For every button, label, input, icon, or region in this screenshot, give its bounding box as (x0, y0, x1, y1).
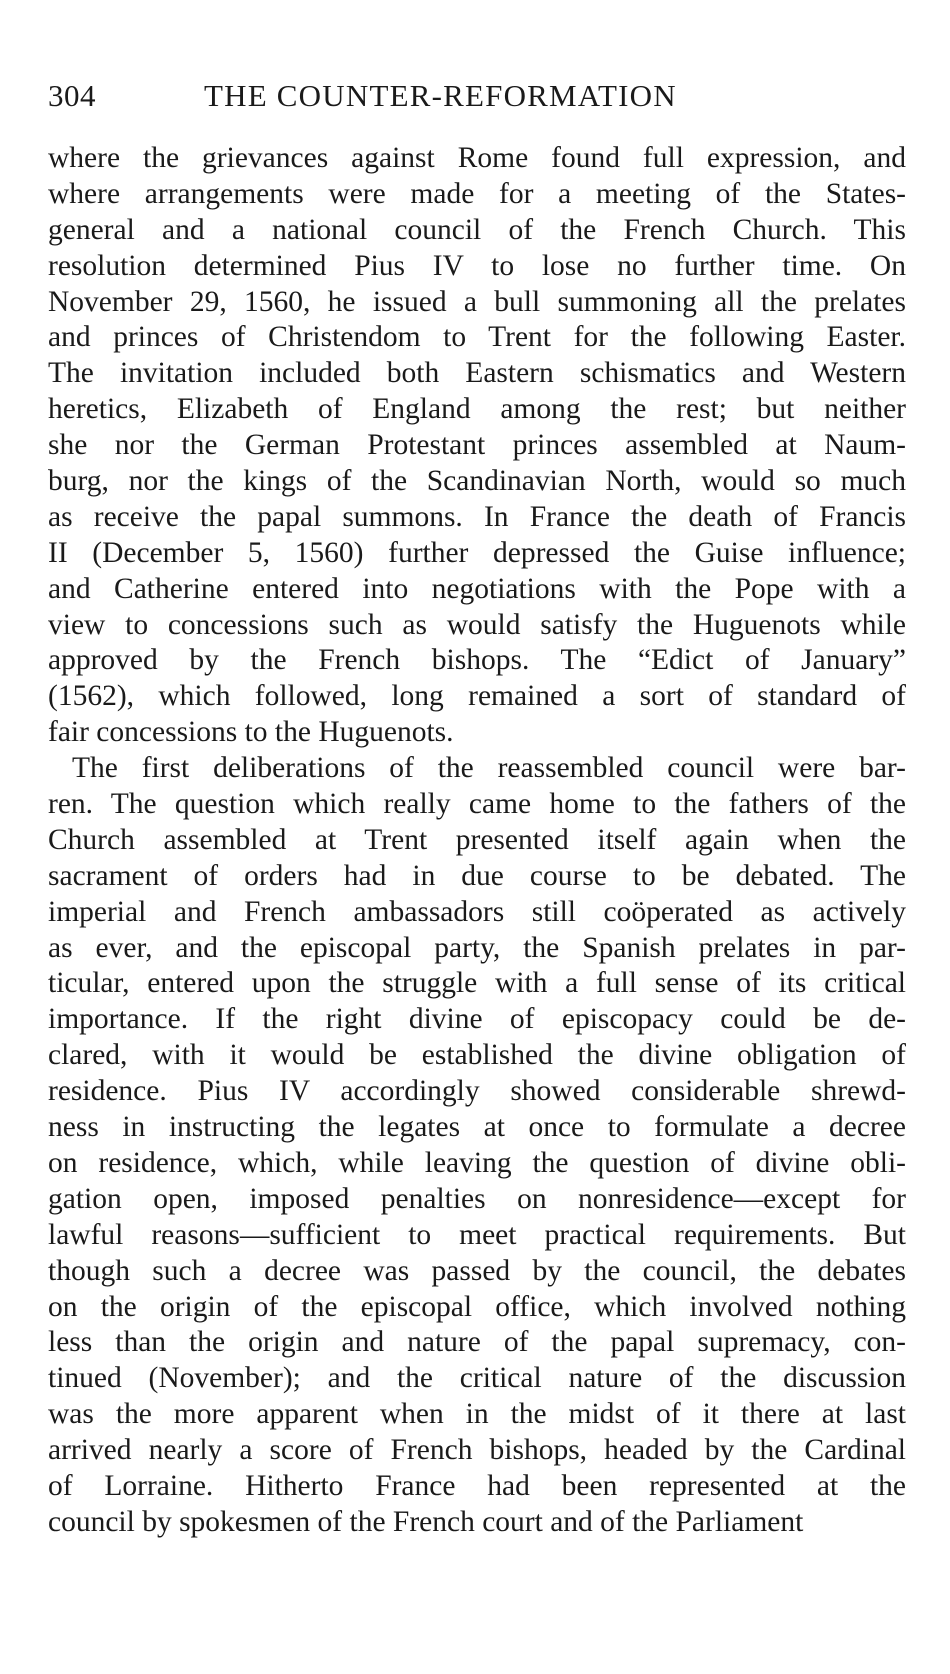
text-line: arrived nearly a score of French bishops, headed by the Cardinal (48, 1434, 906, 1467)
text-line: where the grievances against Rome found full expression, and (48, 142, 906, 174)
text-line: burg, nor the kings of the Scandinavian North, would so much (48, 465, 906, 498)
text-line: she nor the German Protestant princes assembled at Naum- (48, 429, 906, 462)
text-line: council by spokesmen of the French court and of the Parliament (48, 1505, 804, 1538)
text-line: November 29, 1560, he issued a bull summoning all the prelates (48, 285, 906, 318)
text-line: The invitation included both Eastern schismatics and Western (48, 357, 906, 390)
running-head (48, 74, 906, 118)
text-line: as receive the papal summons. In France the death of Francis (48, 500, 906, 533)
text-line: residence. Pius IV accordingly showed considerable shrewd- (48, 1075, 906, 1108)
page-number: 304 (48, 78, 96, 113)
text-line: was the more apparent when in the midst of it there at last (48, 1398, 906, 1431)
text-line: imperial and French ambassadors still coöperated as actively (48, 895, 906, 928)
text-line: ren. The question which really came home to the fathers of the (48, 788, 906, 821)
paragraph-2 (48, 751, 906, 1541)
text-line: tinued (November); and the critical nature of the discussion (48, 1362, 906, 1395)
text-line: importance. If the right divine of episcopacy could be de- (48, 1003, 906, 1036)
text-line: (1562), which followed, long remained a sort of standard of (48, 680, 906, 713)
text-line: approved by the French bishops. The “Edict of January” (48, 644, 906, 677)
text-line: and Catherine entered into negotiations with the Pope with a (48, 572, 906, 605)
text-line: fair concessions to the Huguenots. (48, 716, 454, 749)
text-line: sacrament of orders had in due course to be debated. The (48, 859, 906, 892)
running-title: THE COUNTER-REFORMATION (204, 78, 677, 113)
text-line: general and a national council of the French Church. This (48, 213, 906, 246)
text-line: II (December 5, 1560) further depressed the Guise influence; (48, 536, 906, 569)
text-line: resolution determined Pius IV to lose no further time. On (48, 249, 906, 282)
text-line: lawful reasons—sufficient to meet practical requirements. But (48, 1218, 906, 1251)
text-line: though such a decree was passed by the council, the debates (48, 1254, 906, 1287)
text-line: as ever, and the episcopal party, the Spanish prelates in par- (48, 931, 906, 964)
text-line: clared, with it would be established the divine obligation of (48, 1039, 906, 1072)
text-line: heretics, Elizabeth of England among the rest; but neither (48, 393, 906, 426)
text-line: and princes of Christendom to Trent for the following Easter. (48, 321, 906, 354)
text-line: on the origin of the episcopal office, which involved nothing (48, 1290, 906, 1323)
text-line: gation open, imposed penalties on nonresidence—except for (48, 1182, 906, 1215)
text-line: ticular, entered upon the struggle with a full sense of its critical (48, 967, 906, 1000)
text-line: where arrangements were made for a meeting of the States- (48, 177, 906, 210)
text-line: ness in instructing the legates at once to formulate a decree (48, 1111, 906, 1144)
text-line: less than the origin and nature of the papal supremacy, con- (48, 1326, 906, 1359)
body-text (48, 141, 906, 1541)
text-line: view to concessions such as would satisfy the Huguenots while (48, 608, 906, 641)
text-line: of Lorraine. Hitherto France had been represented at the (48, 1469, 906, 1502)
text-line: The first deliberations of the reassembled council were bar- (72, 752, 906, 785)
paragraph-1 (48, 141, 906, 751)
text-line: on residence, which, while leaving the question of divine obli- (48, 1146, 906, 1179)
text-line: Church assembled at Trent presented itself again when the (48, 823, 906, 856)
